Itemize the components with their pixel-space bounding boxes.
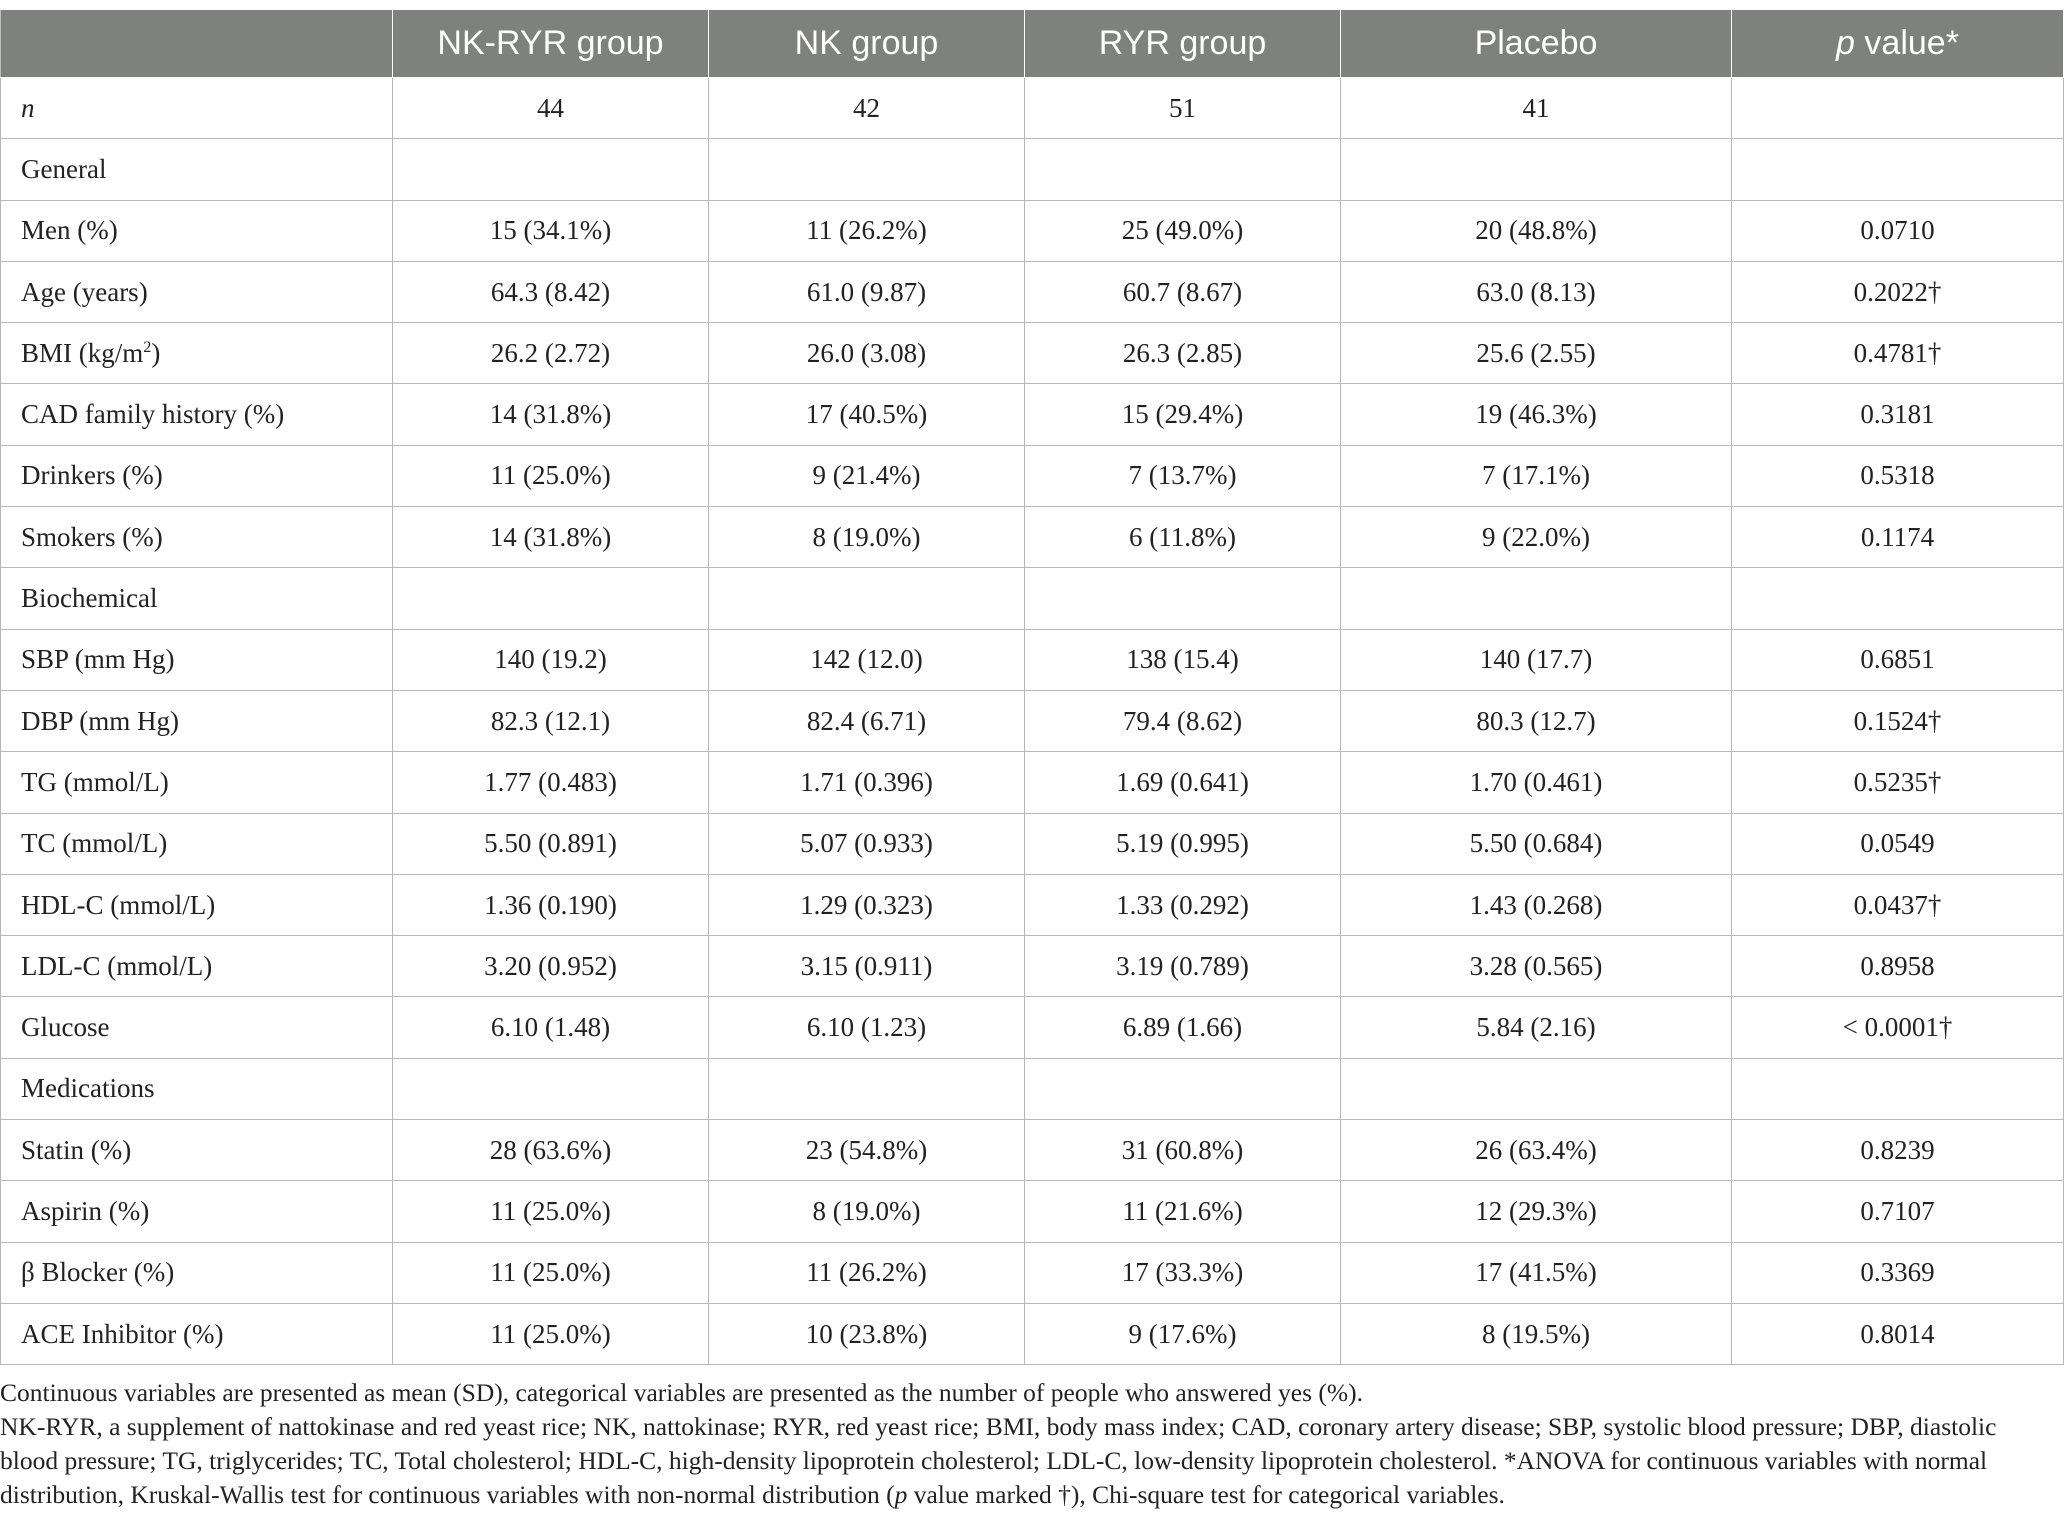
cell-value: 1.69 (0.641): [1025, 752, 1341, 813]
cell-value: 9 (17.6%): [1025, 1303, 1341, 1364]
cell-p-value: 0.1174: [1732, 507, 2064, 568]
cell-p-value: [1732, 1058, 2064, 1119]
table-row: [1, 507, 2064, 568]
table-row: [1, 813, 2064, 874]
cell-p-value: 0.5318: [1732, 445, 2064, 506]
cell-value: [1341, 139, 1732, 200]
cell-value: 14 (31.8%): [393, 384, 709, 445]
cell-value: 20 (48.8%): [1341, 200, 1732, 261]
baseline-characteristics-table-container: [0, 10, 2063, 1365]
cell-value: 10 (23.8%): [709, 1303, 1025, 1364]
cell-value: 6.10 (1.23): [709, 997, 1025, 1058]
table-row: [1, 1303, 2064, 1364]
cell-value: 11 (26.2%): [709, 1242, 1025, 1303]
cell-value: 26.3 (2.85): [1025, 323, 1341, 384]
cell-value: 1.71 (0.396): [709, 752, 1025, 813]
cell-value: 80.3 (12.7): [1341, 690, 1732, 751]
cell-value: 79.4 (8.62): [1025, 690, 1341, 751]
cell-value: 25.6 (2.55): [1341, 323, 1732, 384]
cell-value: 64.3 (8.42): [393, 261, 709, 322]
table-row: [1, 1242, 2064, 1303]
cell-value: [1025, 1058, 1341, 1119]
section-label: Biochemical: [1, 568, 393, 629]
cell-value: 14 (31.8%): [393, 507, 709, 568]
cell-value: 9 (21.4%): [709, 445, 1025, 506]
cell-value: 11 (25.0%): [393, 445, 709, 506]
section-row: [1, 139, 2064, 200]
table-row: [1, 384, 2064, 445]
cell-value: 61.0 (9.87): [709, 261, 1025, 322]
row-label: ACE Inhibitor (%): [1, 1303, 393, 1364]
cell-value: 51: [1025, 78, 1341, 139]
table-row: [1, 1181, 2064, 1242]
row-label: Age (years): [1, 261, 393, 322]
row-label: Drinkers (%): [1, 445, 393, 506]
cell-p-value: 0.5235†: [1732, 752, 2064, 813]
cell-p-value: 0.0437†: [1732, 874, 2064, 935]
footnote-tail-text: value marked †), Chi-square test for categorical variables.: [907, 1480, 1505, 1509]
baseline-characteristics-table: [0, 10, 2064, 1365]
cell-p-value: 0.3181: [1732, 384, 2064, 445]
header-nk-ryr-group: NK-RYR group: [393, 10, 709, 78]
cell-value: [1025, 139, 1341, 200]
cell-value: 3.20 (0.952): [393, 936, 709, 997]
cell-value: 63.0 (8.13): [1341, 261, 1732, 322]
row-label: CAD family history (%): [1, 384, 393, 445]
cell-value: 7 (13.7%): [1025, 445, 1341, 506]
cell-value: 11 (25.0%): [393, 1181, 709, 1242]
cell-value: 26 (63.4%): [1341, 1120, 1732, 1181]
cell-value: [1025, 568, 1341, 629]
cell-value: 11 (26.2%): [709, 200, 1025, 261]
cell-p-value: 0.2022†: [1732, 261, 2064, 322]
cell-value: 12 (29.3%): [1341, 1181, 1732, 1242]
cell-value: 11 (25.0%): [393, 1303, 709, 1364]
table-row: [1, 874, 2064, 935]
cell-value: 26.0 (3.08): [709, 323, 1025, 384]
cell-value: 44: [393, 78, 709, 139]
cell-value: 1.33 (0.292): [1025, 874, 1341, 935]
cell-value: [709, 1058, 1025, 1119]
cell-value: 5.50 (0.684): [1341, 813, 1732, 874]
row-label: TG (mmol/L): [1, 752, 393, 813]
row-label: BMI $(kg/m^2)$: [1, 323, 393, 384]
cell-value: 11 (25.0%): [393, 1242, 709, 1303]
cell-value: 60.7 (8.67): [1025, 261, 1341, 322]
table-row: [1, 445, 2064, 506]
cell-value: [1341, 1058, 1732, 1119]
cell-value: 6 (11.8%): [1025, 507, 1341, 568]
cell-value: 17 (41.5%): [1341, 1242, 1732, 1303]
cell-value: [393, 568, 709, 629]
cell-value: [1341, 568, 1732, 629]
row-label: Statin (%): [1, 1120, 393, 1181]
cell-value: 5.84 (2.16): [1341, 997, 1732, 1058]
cell-value: 8 (19.5%): [1341, 1303, 1732, 1364]
cell-value: 140 (19.2): [393, 629, 709, 690]
table-row: [1, 936, 2064, 997]
header-placebo: Placebo: [1341, 10, 1732, 78]
cell-value: 8 (19.0%): [709, 1181, 1025, 1242]
cell-value: 6.89 (1.66): [1025, 997, 1341, 1058]
cell-value: 15 (34.1%): [393, 200, 709, 261]
cell-value: 1.43 (0.268): [1341, 874, 1732, 935]
table-row: [1, 261, 2064, 322]
section-row: [1, 568, 2064, 629]
cell-value: 3.15 (0.911): [709, 936, 1025, 997]
row-label: HDL-C (mmol/L): [1, 874, 393, 935]
table-row: [1, 78, 2064, 139]
cell-value: 3.19 (0.789): [1025, 936, 1341, 997]
cell-p-value: 0.8014: [1732, 1303, 2064, 1364]
cell-p-value: [1732, 78, 2064, 139]
cell-value: 1.29 (0.323): [709, 874, 1025, 935]
cell-value: [709, 568, 1025, 629]
cell-value: [709, 139, 1025, 200]
cell-value: 25 (49.0%): [1025, 200, 1341, 261]
header-row: [1, 10, 2064, 78]
cell-value: 1.70 (0.461): [1341, 752, 1732, 813]
header-p-italic: p: [1836, 24, 1855, 62]
cell-value: 23 (54.8%): [709, 1120, 1025, 1181]
cell-value: 3.28 (0.565): [1341, 936, 1732, 997]
cell-p-value: 0.0549: [1732, 813, 2064, 874]
cell-value: 138 (15.4): [1025, 629, 1341, 690]
cell-value: 1.77 (0.483): [393, 752, 709, 813]
cell-value: 6.10 (1.48): [393, 997, 709, 1058]
header-p-value: [1732, 10, 2064, 78]
header-nk-group: NK group: [709, 10, 1025, 78]
cell-value: 9 (22.0%): [1341, 507, 1732, 568]
section-label: General: [1, 139, 393, 200]
table-row: [1, 690, 2064, 751]
cell-value: 82.3 (12.1): [393, 690, 709, 751]
section-label: Medications: [1, 1058, 393, 1119]
cell-value: 1.36 (0.190): [393, 874, 709, 935]
cell-value: 5.07 (0.933): [709, 813, 1025, 874]
row-label: Men (%): [1, 200, 393, 261]
table-row: [1, 323, 2064, 384]
section-row: [1, 1058, 2064, 1119]
cell-value: 140 (17.7): [1341, 629, 1732, 690]
table-body: [1, 78, 2064, 1365]
cell-value: 8 (19.0%): [709, 507, 1025, 568]
header-p-rest: value*: [1854, 24, 1959, 62]
cell-value: 15 (29.4%): [1025, 384, 1341, 445]
unit-exponent: 2: [143, 337, 152, 356]
cell-value: 17 (33.3%): [1025, 1242, 1341, 1303]
cell-value: 7 (17.1%): [1341, 445, 1732, 506]
header-blank: [1, 10, 393, 78]
row-label: Glucose: [1, 997, 393, 1058]
table-row: [1, 997, 2064, 1058]
cell-value: 42: [709, 78, 1025, 139]
cell-p-value: 0.0710: [1732, 200, 2064, 261]
footnote-abbrev-text: NK-RYR, a supplement of nattokinase and red yeast rice; NK, nattokinase; RYR, red yeast rice; BMI, body mass index; CAD, coronary artery disease; SBP, systolic blood pressure; DBP, diastolic blood pressure; TG, triglycerides; TC, Total cholesterol; HDL-C, high-density lipoprotein cholesterol; LDL-C, low-density lipoprotein cholesterol. *ANOVA for continuous variables with normal distribution, Kruskal-Wallis test for continuous variables with non-normal distribution (: [0, 1412, 1997, 1509]
cell-p-value: 0.8239: [1732, 1120, 2064, 1181]
cell-p-value: 0.3369: [1732, 1242, 2064, 1303]
cell-p-value: < 0.0001†: [1732, 997, 2064, 1058]
cell-value: 5.19 (0.995): [1025, 813, 1341, 874]
cell-p-value: 0.6851: [1732, 629, 2064, 690]
footnote-p-italic: p: [894, 1480, 908, 1509]
cell-value: 82.4 (6.71): [709, 690, 1025, 751]
row-label: n: [1, 78, 393, 139]
row-label: SBP (mm Hg): [1, 629, 393, 690]
row-label: Smokers (%): [1, 507, 393, 568]
table-row: [1, 1120, 2064, 1181]
row-label: DBP (mm Hg): [1, 690, 393, 751]
cell-value: 5.50 (0.891): [393, 813, 709, 874]
cell-value: 11 (21.6%): [1025, 1181, 1341, 1242]
cell-p-value: 0.7107: [1732, 1181, 2064, 1242]
cell-p-value: 0.1524†: [1732, 690, 2064, 751]
table-footnotes: [0, 1376, 2055, 1512]
cell-p-value: [1732, 568, 2064, 629]
table-row: [1, 200, 2064, 261]
cell-value: [393, 1058, 709, 1119]
row-label: TC (mmol/L): [1, 813, 393, 874]
cell-value: 17 (40.5%): [709, 384, 1025, 445]
table-header: [1, 10, 2064, 78]
cell-p-value: [1732, 139, 2064, 200]
row-label: LDL-C (mmol/L): [1, 936, 393, 997]
table-row: [1, 752, 2064, 813]
cell-value: 28 (63.6%): [393, 1120, 709, 1181]
cell-value: 142 (12.0): [709, 629, 1025, 690]
cell-p-value: 0.8958: [1732, 936, 2064, 997]
header-ryr-group: RYR group: [1025, 10, 1341, 78]
table-row: [1, 629, 2064, 690]
row-label: Aspirin (%): [1, 1181, 393, 1242]
row-label: β Blocker (%): [1, 1242, 393, 1303]
cell-p-value: 0.4781†: [1732, 323, 2064, 384]
footnote-line-1: Continuous variables are presented as mean (SD), categorical variables are presented as the number of people who answered yes (%).: [0, 1378, 1364, 1407]
cell-value: 41: [1341, 78, 1732, 139]
cell-value: 31 (60.8%): [1025, 1120, 1341, 1181]
cell-value: 26.2 (2.72): [393, 323, 709, 384]
cell-value: 19 (46.3%): [1341, 384, 1732, 445]
footnote-line-2: [0, 1410, 2055, 1512]
cell-value: [393, 139, 709, 200]
